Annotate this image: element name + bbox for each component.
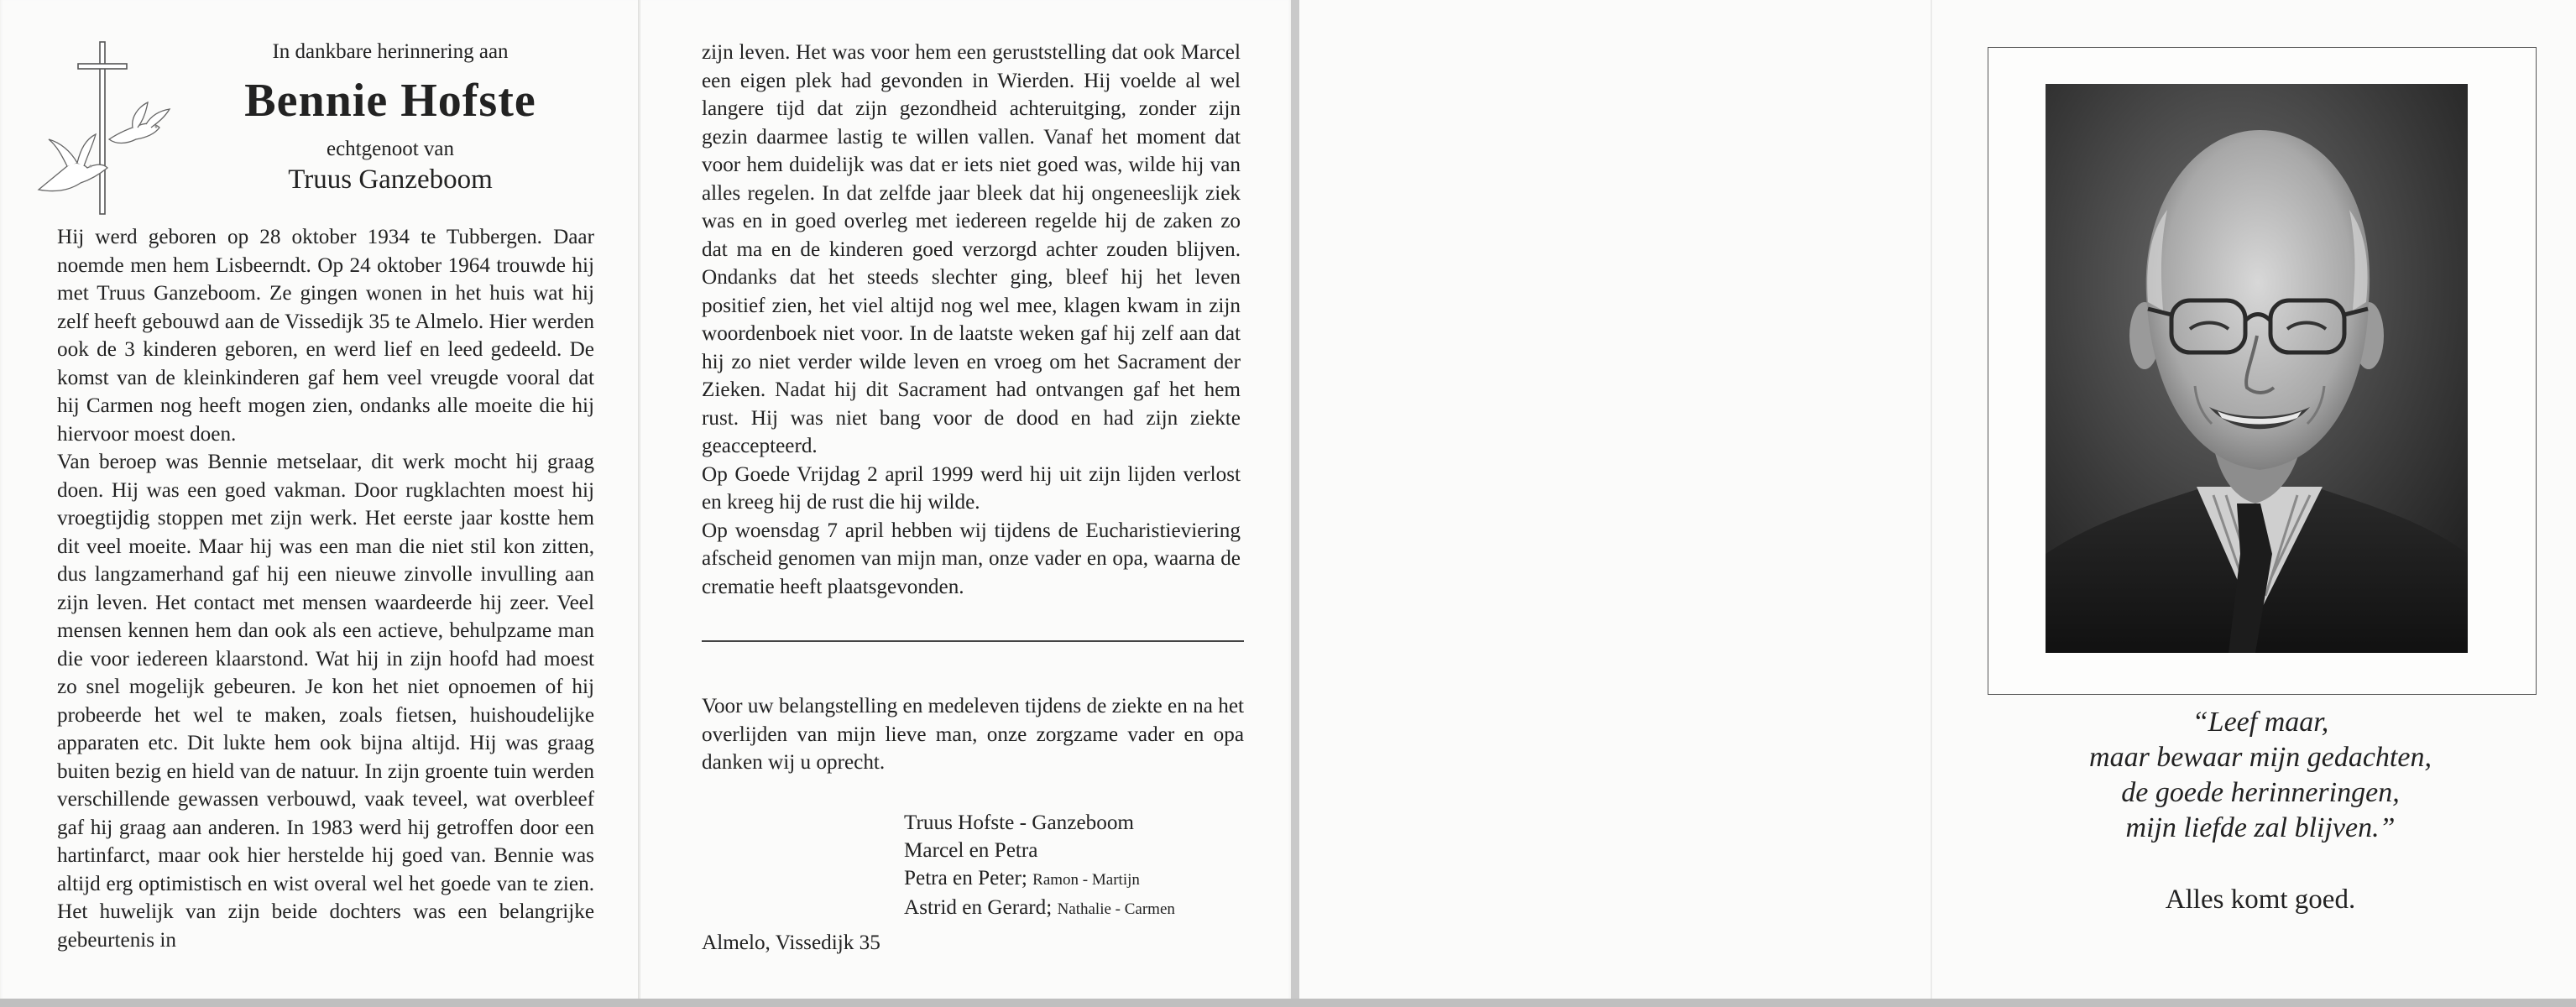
thanks-text: Voor uw belangstelling en medeleven tijdens de ziekte en na het overlijden van mijn lieve man, onze zorgzame vader en opa danken wij u oprecht. bbox=[702, 695, 1244, 774]
signature-grandchildren: Ramon - Martijn bbox=[1032, 871, 1140, 889]
quote-line: maar bewaar mijn gedachten, bbox=[2089, 742, 2432, 773]
signature-line bbox=[904, 837, 1257, 864]
signature-main: Astrid en Gerard; bbox=[904, 896, 1053, 919]
address: Almelo, Vissedijk 35 bbox=[702, 931, 880, 954]
signature-grandchildren: Nathalie - Carmen bbox=[1057, 900, 1175, 918]
signature-main: Marcel en Petra bbox=[904, 839, 1038, 862]
quote-line: “Leef maar, bbox=[2192, 707, 2329, 738]
signature-line bbox=[904, 894, 1257, 923]
signature-line bbox=[904, 809, 1257, 837]
signature-main: Petra en Peter; bbox=[904, 867, 1027, 890]
signature-main: Truus Hofste - Ganzeboom bbox=[904, 811, 1134, 834]
fold-line-left bbox=[638, 0, 640, 1004]
motto: Alles komt goed. bbox=[2165, 884, 2356, 915]
portrait-photo bbox=[2046, 84, 2468, 653]
biography-paragraph: Van beroep was Bennie metselaar, dit werk mocht hij graag doen. Hij was een goed vakman. Door rugklachten moest hij vroegtijdig stoppen met zijn werk. Het eerste jaar kostte hem dit veel moeite. Maar hij was een man die niet stil kon zitten, dus langzamerhand gaf hij een nieuwe zinvolle invulling aan zijn leven. Het contact met mensen waardeerde hij zeer. Veel mensen kennen hem dan ook als een actieve, behulpzame man die voor iedereen klaarstond. Wat hij in zijn hoofd had moest zo snel mogelijk gebeuren. Je kon het niet opnoemen of hij probeerde het wel te maken, zoals fietsen, huishoudelijke apparaten etc. Dit lukte hem ook bijna altijd. Hij was graag buiten bezig en hield van de natuur. In zijn groente tuin werden verschillende gewassen verbouwd, vaak teveel, wat overbleef gaf hij graag aan anderen. In 1983 werd hij getroffen door een hartinfarct, maar ook hier herstelde hij goed van. Bennie was altijd erg optimistisch en wist overal wel het goede van te zien. Het huwelijk van zijn beide dochters was een belangrijke gebeurtenis in bbox=[57, 451, 594, 952]
biography-paragraph: Hij werd geboren op 28 oktober 1934 te Tubbergen. Daar noemde men hem Lisbeerndt. Op 24 oktober 1964 trouwde hij met Truus Ganzeboom. Ze gingen wonen in het huis wat hij zelf heeft gebouwd aan de Vissedijk 35 te Almelo. Hier werden ook de 3 kinderen geboren, en werd lief en leed gedeeld. De komst van de kleinkinderen gaf hem veel vreugde vooral dat hij Carmen nog heeft mogen zien, ondanks alle moeite die hij hiervoor moest doen. bbox=[57, 226, 594, 446]
quote-line: mijn liefde zal blijven.” bbox=[2125, 812, 2396, 843]
cross-with-doves-icon bbox=[32, 40, 175, 217]
bottom-shadow bbox=[0, 999, 2576, 1007]
biography-column-2 bbox=[702, 39, 1241, 601]
spouse-label: echtgenoot van bbox=[326, 138, 455, 160]
signatures-block bbox=[904, 809, 1257, 923]
biography-column-1 bbox=[57, 223, 594, 954]
quote-block bbox=[2004, 705, 2516, 846]
intro-line: In dankbare herinnering aan bbox=[272, 40, 509, 63]
spouse-name: Truus Ganzeboom bbox=[288, 164, 493, 195]
biography-paragraph: zijn leven. Het was voor hem een geruststelling dat ook Marcel een eigen plek had gevonden in Wierden. Hij voelde al wel langere tijd dat zijn gezondheid achteruitging, zonder zijn gezin daarmee lastig te willen vallen. Vanaf het moment dat voor hem duidelijk was dat er iets niet goed was, wilde hij van alles regelen. In dat zelfde jaar bleek dat hij ongeneeslijk ziek was en in goed overleg met iedereen regelde hij de zaken zo dat ma en de kinderen goed verzorgd achter zouden blijven. Ondanks dat het steeds slechter ging, bleef hij het leven positief zien, het viel altijd nog wel mee, klagen kwam in zijn woordenboek niet voor. In de laatste weken gaf hij zelf aan dat hij zo niet verder wilde leven en vroeg om het Sacrament der Zieken. Nadat hij dit Sacrament had ontvangen gaf het hem rust. Hij was niet bang voor de dood en had zijn ziekte geaccepteerd. bbox=[702, 41, 1241, 457]
fold-line-right bbox=[1931, 0, 1932, 1004]
biography-paragraph: Op Goede Vrijdag 2 april 1999 werd hij uit zijn lijden verlost en kreeg hij de rust die hij wilde. bbox=[702, 462, 1241, 514]
card-gap bbox=[1291, 0, 1299, 1007]
divider-line bbox=[702, 640, 1244, 642]
deceased-name: Bennie Hofste bbox=[244, 75, 536, 127]
signature-line bbox=[904, 864, 1257, 894]
biography-paragraph: Op woensdag 7 april hebben wij tijdens de Eucharistieviering afscheid genomen van mijn man, onze vader en opa, waarna de crematie heeft plaatsgevonden. bbox=[702, 519, 1241, 598]
quote-line: de goede herinneringen, bbox=[2121, 777, 2400, 808]
